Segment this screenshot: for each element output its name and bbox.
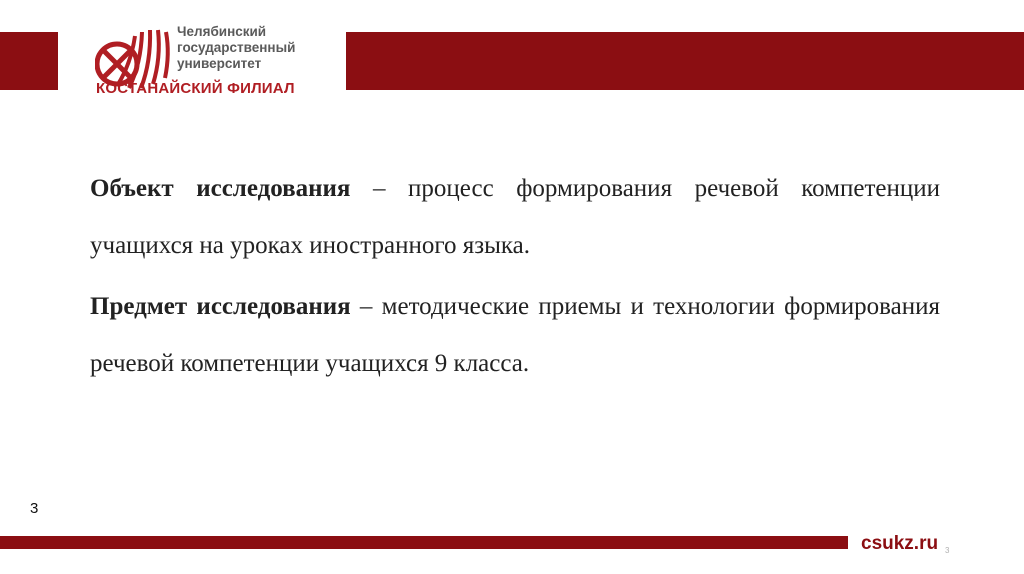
page-number: 3 (30, 500, 39, 517)
logo-line-2: государственный (177, 40, 296, 55)
header-band-left (0, 32, 58, 90)
university-logo (95, 20, 325, 102)
object-term: Объект исследования (90, 175, 351, 202)
subject-text: – методические приемы и технологии формирования речевой компетенции учащихся 9 класса. (90, 293, 940, 377)
paragraph-subject (90, 278, 940, 392)
footer-slide-number: 3 (945, 546, 950, 555)
object-text: – процесс формирования речевой компетенции учащихся на уроках иностранного языка. (90, 175, 941, 259)
footer-site-link[interactable]: csukz.ru (861, 533, 939, 554)
paragraph-object (90, 160, 940, 274)
logo-branch-name: КОСТАНАЙСКИЙ ФИЛИАЛ (96, 80, 295, 97)
slide-content (90, 160, 940, 392)
logo-line-1: Челябинский (177, 24, 267, 39)
logo-line-3: университет (177, 56, 262, 71)
subject-term: Предмет исследования (90, 293, 351, 320)
header-band-right (346, 32, 1024, 90)
